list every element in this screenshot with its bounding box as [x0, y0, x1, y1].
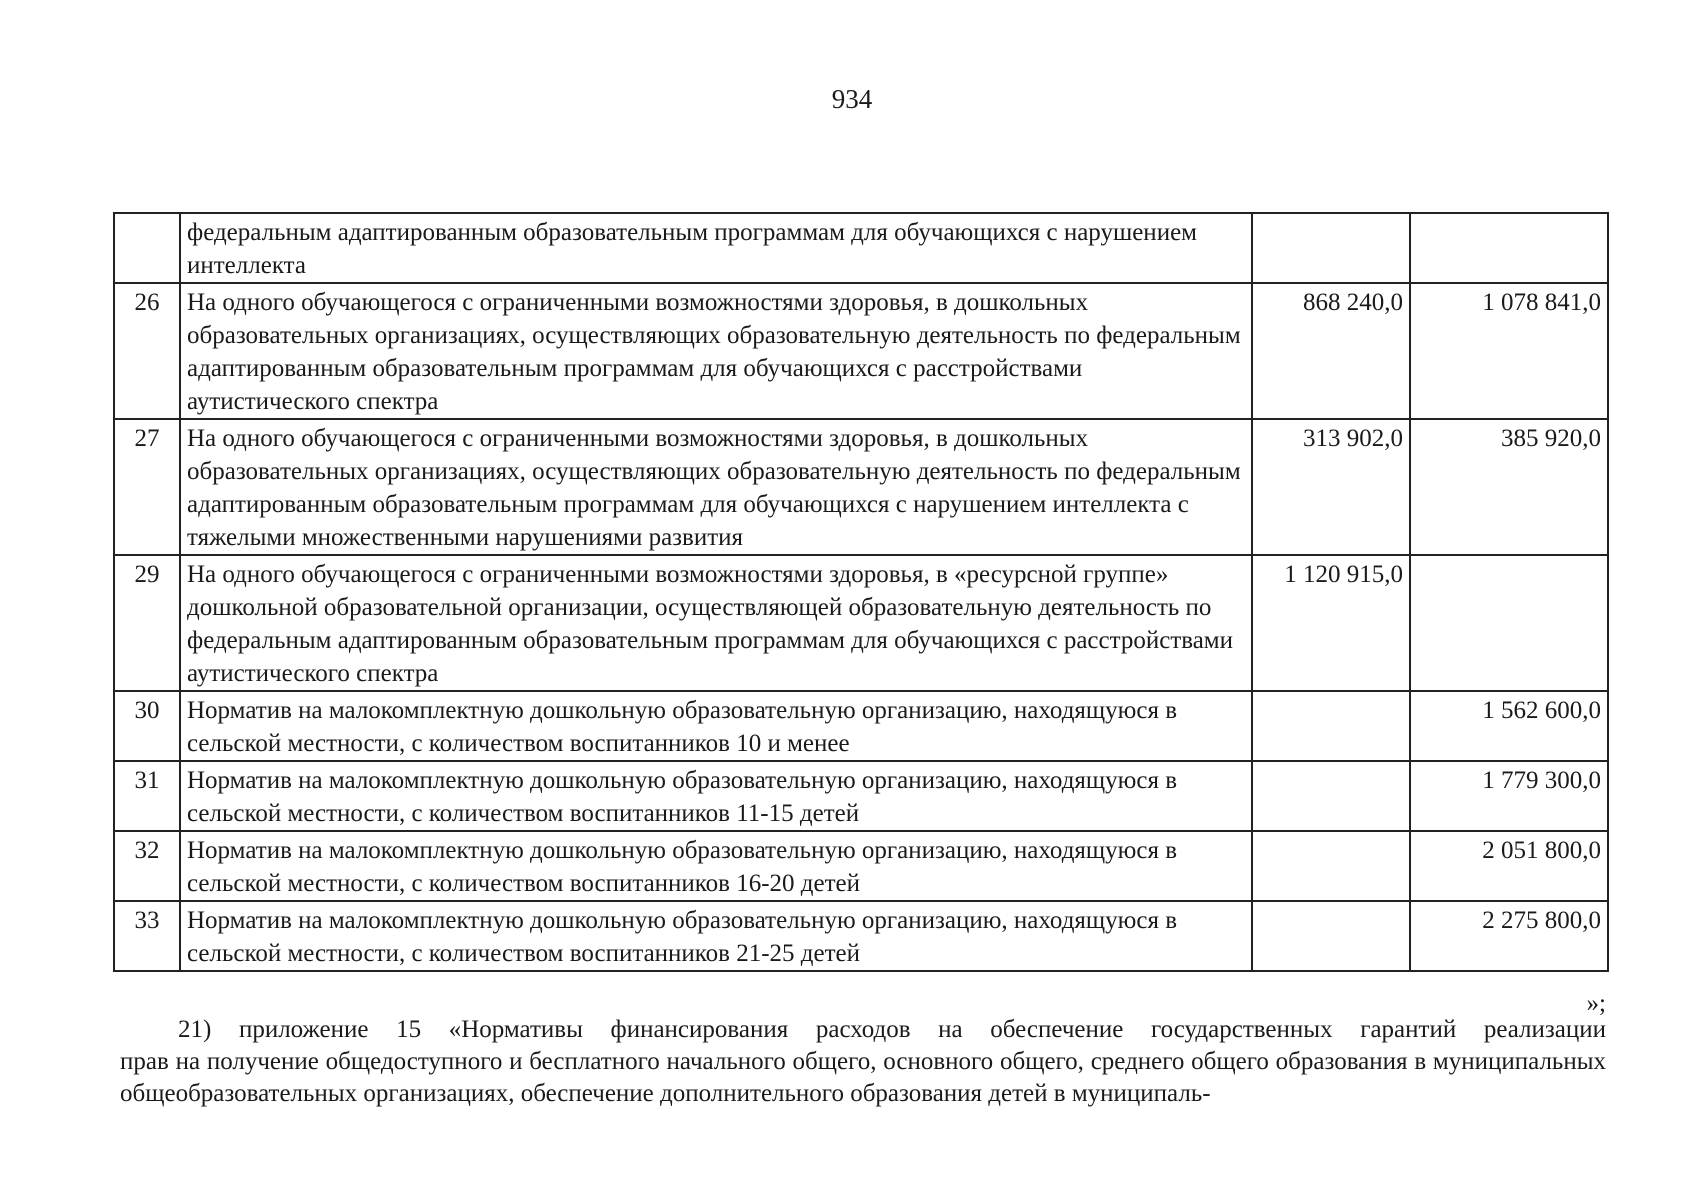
row-number: 33 [114, 901, 180, 971]
row-value-1: 1 120 915,0 [1252, 555, 1410, 691]
row-value-2: 385 920,0 [1410, 419, 1608, 555]
row-value-2: 2 051 800,0 [1410, 831, 1608, 901]
row-number: 29 [114, 555, 180, 691]
paragraph-continuation: прав на получение общедоступного и бесплатного начального общего, основного общего, среднего общего образования в муниципальных общеобразовательных организациях, обеспечение дополнительного образования детей в муниципаль- [120, 1048, 1606, 1107]
row-description: Норматив на малокомплектную дошкольную образовательную организацию, находящуюся в сельской местности, с количеством воспитанников 10 и менее [180, 691, 1252, 761]
row-number: 27 [114, 419, 180, 555]
row-value-2: 1 779 300,0 [1410, 761, 1608, 831]
page-number: 934 [831, 84, 873, 114]
row-value-2 [1410, 213, 1608, 283]
row-value-1 [1252, 901, 1410, 971]
row-value-1 [1252, 691, 1410, 761]
table-row [114, 213, 1608, 283]
table-row [114, 691, 1608, 761]
table-row [114, 831, 1608, 901]
table-row [114, 419, 1608, 555]
row-value-2 [1410, 555, 1608, 691]
row-value-1 [1252, 213, 1410, 283]
table-row [114, 761, 1608, 831]
table-row [114, 555, 1608, 691]
row-value-2: 2 275 800,0 [1410, 901, 1608, 971]
row-description: Норматив на малокомплектную дошкольную образовательную организацию, находящуюся в сельской местности, с количеством воспитанников 21-25 детей [180, 901, 1252, 971]
row-value-1 [1252, 831, 1410, 901]
row-description: На одного обучающегося с ограниченными возможностями здоровья, в дошкольных образовательных организациях, осуществляющих образовательную деятельность по федеральным адаптированным образовательным программам для обучающихся с расстройствами аутистического спектра [180, 283, 1252, 419]
row-description: Норматив на малокомплектную дошкольную образовательную организацию, находящуюся в сельской местности, с количеством воспитанников 11-15 детей [180, 761, 1252, 831]
row-number: 32 [114, 831, 180, 901]
row-number: 31 [114, 761, 180, 831]
row-description: Норматив на малокомплектную дошкольную образовательную организацию, находящуюся в сельской местности, с количеством воспитанников 16-20 детей [180, 831, 1252, 901]
table-row [114, 283, 1608, 419]
paragraph-first-line: 21) приложение 15 «Нормативы финансирования расходов на обеспечение государственных гарантий реализации [178, 1016, 1606, 1043]
normatives-table [113, 212, 1609, 972]
row-number: 30 [114, 691, 180, 761]
row-value-2: 1 562 600,0 [1410, 691, 1608, 761]
row-number [114, 213, 180, 283]
row-value-1: 313 902,0 [1252, 419, 1410, 555]
row-description: На одного обучающегося с ограниченными возможностями здоровья, в дошкольных образовательных организациях, осуществляющих образовательную деятельность по федеральным адаптированным образовательным программам для обучающихся с нарушением интеллекта с тяжелыми множественными нарушениями развития [180, 419, 1252, 555]
amendment-paragraph [120, 1014, 1606, 1110]
row-value-1: 868 240,0 [1252, 283, 1410, 419]
row-number: 26 [114, 283, 180, 419]
row-description: На одного обучающегося с ограниченными возможностями здоровья, в «ресурсной группе» дошкольной образовательной организации, осуществляющей образовательную деятельность по федеральным адаптированным образовательным программам для обучающихся с расстройствами аутистического спектра [180, 555, 1252, 691]
closing-quote: »; [1586, 990, 1606, 1017]
table-row [114, 901, 1608, 971]
row-description: федеральным адаптированным образовательным программам для обучающихся с нарушением интеллекта [180, 213, 1252, 283]
row-value-1 [1252, 761, 1410, 831]
row-value-2: 1 078 841,0 [1410, 283, 1608, 419]
